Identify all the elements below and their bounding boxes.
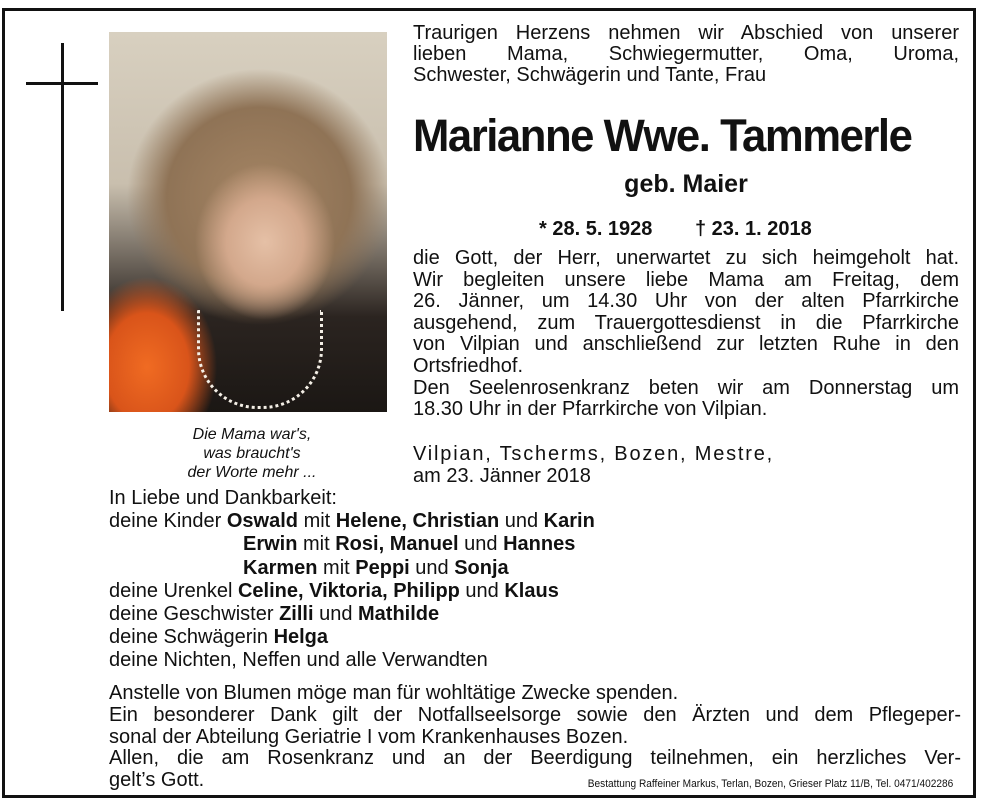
body-line: Wir begleiten unsere liebe Mama am Freitag, dem — [413, 268, 959, 291]
closing-text — [109, 683, 961, 792]
intro-line: lieben Mama, Schwiegermutter, Oma, Uroma, — [413, 43, 959, 65]
body-line: ausgehend, zum Trauergottesdienst in die Pfarrkirche — [413, 311, 959, 334]
caption-line: Die Mama war's, — [192, 426, 312, 443]
family-list — [109, 487, 809, 673]
family-heading: In Liebe und Dankbarkeit: — [109, 487, 337, 509]
conj: und — [313, 603, 359, 626]
grandchild-name: Sonja — [454, 556, 509, 579]
family-row-children — [109, 557, 809, 580]
great-grandchild-name: Klaus — [504, 579, 559, 602]
conj: und — [458, 533, 504, 556]
intro-text — [413, 23, 959, 86]
death-date: † 23. 1. 2018 — [695, 218, 812, 240]
family-row-great-grandchildren — [109, 580, 809, 603]
label: deine Schwägerin — [109, 626, 274, 649]
cross-icon-bar — [26, 82, 98, 85]
pearl-necklace — [197, 310, 323, 409]
caption-line: was braucht's — [203, 445, 301, 462]
body-line: von Vilpian und anschließend zur letzten Ruhe in den — [413, 333, 959, 356]
child-name: Erwin — [243, 533, 298, 556]
closing-line: Allen, die am Rosenkranz und an der Beerdigung teilnehmen, ein herzliches Ver- — [109, 747, 961, 770]
partner-names: Helene, Christian — [335, 510, 500, 533]
family-row-siblings — [109, 603, 809, 626]
family-row-others: deine Nichten, Neffen und alle Verwandten — [109, 649, 488, 672]
great-grandchild-names: Celine, Viktoria, Philipp — [237, 579, 460, 602]
grandchild-name: Karin — [543, 510, 595, 533]
child-name: Oswald — [226, 510, 299, 533]
closing-line: sonal der Abteilung Geriatrie I vom Krankenhauses Bozen. — [109, 725, 629, 748]
conj: mit — [298, 510, 336, 533]
family-row-sister-in-law — [109, 626, 809, 649]
sibling-name: Mathilde — [358, 603, 440, 626]
photo-caption — [147, 425, 357, 482]
portrait-photo — [109, 32, 387, 412]
child-name: Karmen — [243, 556, 318, 579]
label: deine Urenkel — [109, 579, 238, 602]
body-line: Den Seelenrosenkranz beten wir am Donnerstag um — [413, 376, 959, 399]
funeral-details — [413, 248, 959, 421]
conj: und — [459, 579, 505, 602]
closing-line: gelt’s Gott. — [109, 769, 205, 792]
body-line: Ortsfriedhof. — [413, 354, 524, 377]
partner-names: Rosi, Manuel — [335, 533, 459, 556]
grandchild-name: Hannes — [503, 533, 576, 556]
body-line: 18.30 Uhr in der Pfarrkirche von Vilpian. — [413, 398, 768, 421]
partner-names: Peppi — [355, 556, 410, 579]
family-row-children — [109, 533, 809, 556]
deceased-name: Marianne Wwe. Tammerle — [413, 110, 912, 161]
closing-line: Anstelle von Blumen möge man für wohltätige Zwecke spenden. — [109, 682, 679, 704]
conj: und — [499, 510, 544, 533]
obituary-notice — [2, 8, 976, 798]
conj: mit — [317, 556, 356, 579]
intro-line: Schwester, Schwägerin und Tante, Frau — [413, 64, 767, 86]
sister-in-law-name: Helga — [273, 626, 329, 649]
label: deine Geschwister — [109, 603, 280, 626]
family-row-children — [109, 510, 809, 533]
body-line: die Gott, der Herr, unerwartet zu sich heimgeholt hat. — [413, 247, 959, 269]
places-and-date — [413, 443, 959, 487]
label: deine Kinder — [109, 510, 227, 533]
conj: mit — [297, 533, 336, 556]
conj: und — [409, 556, 455, 579]
birth-date: * 28. 5. 1928 — [539, 218, 653, 240]
body-line: 26. Jänner, um 14.30 Uhr von der alten Pfarrkirche — [413, 290, 959, 313]
sibling-name: Zilli — [279, 603, 314, 626]
caption-line: der Worte mehr ... — [187, 464, 317, 481]
intro-line: Traurigen Herzens nehmen wir Abschied von unserer — [413, 22, 959, 44]
places-line: Vilpian, Tscherms, Bozen, Mestre, — [413, 443, 775, 465]
closing-line: Ein besonderer Dank gilt der Notfallseelsorge sowie den Ärzten und dem Pflegeper- — [109, 703, 961, 726]
maiden-name: geb. Maier — [624, 170, 748, 198]
date-line: am 23. Jänner 2018 — [413, 465, 591, 487]
undertaker-info: Bestattung Raffeiner Markus, Terlan, Bozen, Grieser Platz 11/B, Tel. 0471/402286 — [587, 778, 953, 790]
